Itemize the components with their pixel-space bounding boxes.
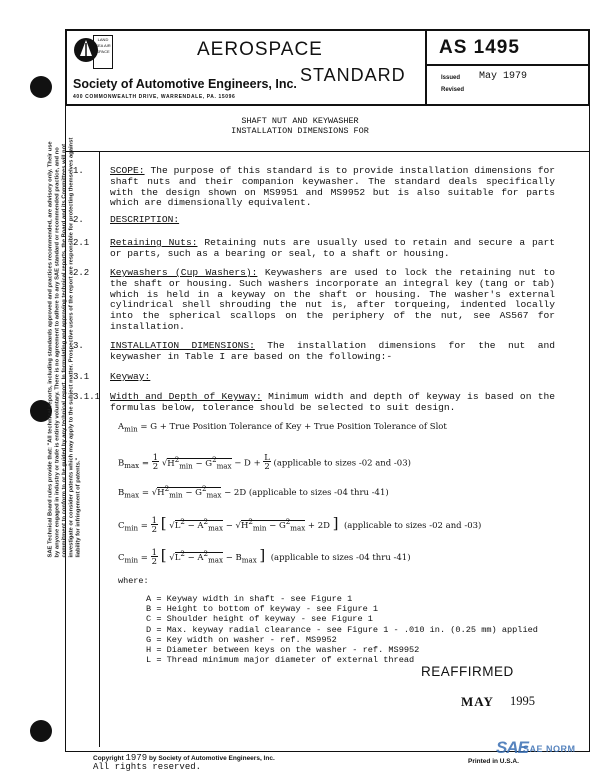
logo-label: LAND SEA AIR SPACE [93, 35, 113, 69]
section-heading: Keyway: [110, 371, 151, 382]
formula-note: (applicable to sizes -02 and -03) [343, 521, 482, 531]
section-number: 3.1.1 [73, 392, 101, 402]
section-heading: SCOPE: [110, 165, 145, 176]
reaffirmed-month: MAY [461, 694, 494, 709]
section-text: The installation dimensions for the nut and keywasher in Table I are based on the following:- [110, 340, 555, 362]
section-scope [110, 166, 555, 209]
copyright-year: 1979 [125, 753, 148, 763]
formula-b-max-02-03: $B_{max} = 1$ 2 $√H^2_{min} - G^2_{max} - D + L$ 2 (applicable to sizes -02 and -03) [118, 453, 411, 472]
formula-note: (applicable to sizes -04 thru -41) [270, 553, 411, 563]
frame-margin-rule [99, 151, 100, 747]
legend-item: L = Thread minimum major diameter of external thread [146, 655, 415, 665]
section-heading: Keywashers (Cup Washers): [110, 267, 258, 278]
binder-hole [30, 720, 52, 742]
org-name: Society of Automotive Engineers, Inc. [73, 77, 297, 91]
printed-in: Printed in U.S.A. [468, 758, 519, 765]
legend-item: A = Keyway width in shaft - see Figure 1 [146, 594, 353, 604]
legend-item: B = Height to bottom of keyway - see Figure 1 [146, 604, 379, 614]
issued-label: Issued [441, 75, 461, 81]
header-title-standard: STANDARD [300, 65, 406, 85]
section-text: Retaining nuts are usually used to retain and secure a part or parts, such as a bearing or seal, to a shaft or housing. [110, 237, 556, 259]
legend-item: H = Diameter between keys on the washer - ref. MS9952 [146, 645, 420, 655]
header-divider [427, 64, 588, 66]
section-number: 2.1 [73, 238, 90, 248]
formula-c-min-04-41: $C_{min} = 1$ 2 [ $√L^2 - A^2_{max} - B_{max}$ ] (applicable to sizes -04 thru -41) [118, 546, 411, 567]
section-number: 3.1 [73, 372, 90, 382]
section-number: 1. [73, 166, 84, 176]
section-keywashers [110, 268, 555, 333]
legend-item: G = Key width on washer - ref. MS9952 [146, 635, 337, 645]
binder-hole [30, 76, 52, 98]
formula-text: = G + True Position Tolerance of Key + True Position Tolerance of Slot [140, 422, 447, 432]
legend-item: D = Max. keyway radial clearance - see Figure 1 - .010 in. (0.25 mm) applied [146, 625, 538, 635]
rights-reserved: All rights reserved. [93, 762, 202, 772]
where-label: where: [118, 576, 149, 586]
formula-note: (applicable to sizes -02 and -03) [273, 458, 411, 469]
copyright-label: Copyright [93, 755, 124, 762]
section-keyway-width-depth [110, 392, 555, 414]
revised-label: Revised [441, 87, 465, 93]
watermark-logo: SAE [496, 738, 528, 757]
formula-b-max-04-41: $B_{max} = √H^2_{min} - G^2_{max} - 2D$ (applicable to sizes -04 thru -41) [118, 484, 389, 500]
section-installation-dimensions [110, 341, 555, 363]
formula-note: (applicable to sizes -04 thru -41) [248, 487, 389, 498]
section-keyway [110, 372, 555, 383]
section-description [110, 215, 555, 226]
header-divider [425, 31, 427, 104]
watermark-text: SAE NORM [523, 744, 576, 754]
section-heading: Width and Depth of Keyway: [110, 391, 262, 402]
header-title-aerospace: AEROSPACE [197, 39, 323, 60]
copyright-owner: by Society of Automotive Engineers, Inc. [148, 755, 275, 762]
frame-rule [66, 151, 589, 152]
reaffirmed-stamp: REAFFIRMED [421, 664, 514, 679]
section-text: Minimum width and depth of keyway is based on the formulas below, tolerance should be selected to suit design. [110, 391, 556, 413]
section-heading: Retaining Nuts: [110, 237, 198, 248]
section-number: 3. [73, 341, 84, 351]
org-address: 400 COMMONWEALTH DRIVE, WARRENDALE, PA. 15096 [73, 94, 236, 100]
document-title-line: SHAFT NUT AND KEYWASHER [241, 116, 359, 126]
header-block [65, 29, 590, 106]
section-text: Keywashers are used to lock the retaining nut to the shaft or housing. Such washers incorporate an integral key (tang or tab) which is held in a keyway on the shaft or housing. The washer's external cylindrical shell shrouding the nut is, after torqueing, indented locally into the spherical scallops on the periphery of the nut, see AS567 for installation. [110, 267, 555, 332]
section-number: 2. [73, 215, 84, 225]
reaffirmed-year: 1995 [510, 694, 535, 708]
document-number: AS 1495 [439, 37, 520, 58]
issued-date: May 1979 [479, 71, 528, 82]
formula-a-min: $A_{min} = G$ + True Position Tolerance of Key + True Position Tolerance of Slot [118, 422, 447, 434]
section-retaining-nuts [110, 238, 555, 260]
section-heading: INSTALLATION DIMENSIONS: [110, 340, 255, 351]
legend-item: C = Shoulder height of keyway - see Figure 1 [146, 614, 373, 624]
sae-logo [73, 34, 117, 76]
sidebar-disclaimer: SAE Technical Board rules provide that: "All technical reports, including standards approved and practices recommended, are advisory only. Their use by anyone engaged in industry or trade is entirely voluntary. There is no agreement to adhere to any SAE standard or recommended practice, and no commitment to conform to or be guided by any technical report. In formulating and approving technical reports, the Board and its Committees will not investigate or consider patents which may apply to the subject matter. Prospective users of the report are responsible for protecting themselves against liability for infringement of patents." [47, 137, 82, 558]
section-heading: DESCRIPTION: [110, 214, 180, 225]
section-text: The purpose of this standard is to provide installation dimensions for shaft nuts and their companion keywasher. The standard deals specifically with the design shown on MS9951 and MS9952 but is also suitable for parts which are dimensionally equivalent. [110, 165, 555, 209]
document-title-line: INSTALLATION DIMENSIONS FOR [231, 126, 369, 136]
formula-c-min-02-03: $C_{min} = 1$ 2 [ $√L^2 - A^2_{max} - √H^2_{min} - G^2_{max} + 2D$ ] (applicable to sizes -02 and -03) [118, 514, 482, 535]
section-number: 2.2 [73, 268, 90, 278]
